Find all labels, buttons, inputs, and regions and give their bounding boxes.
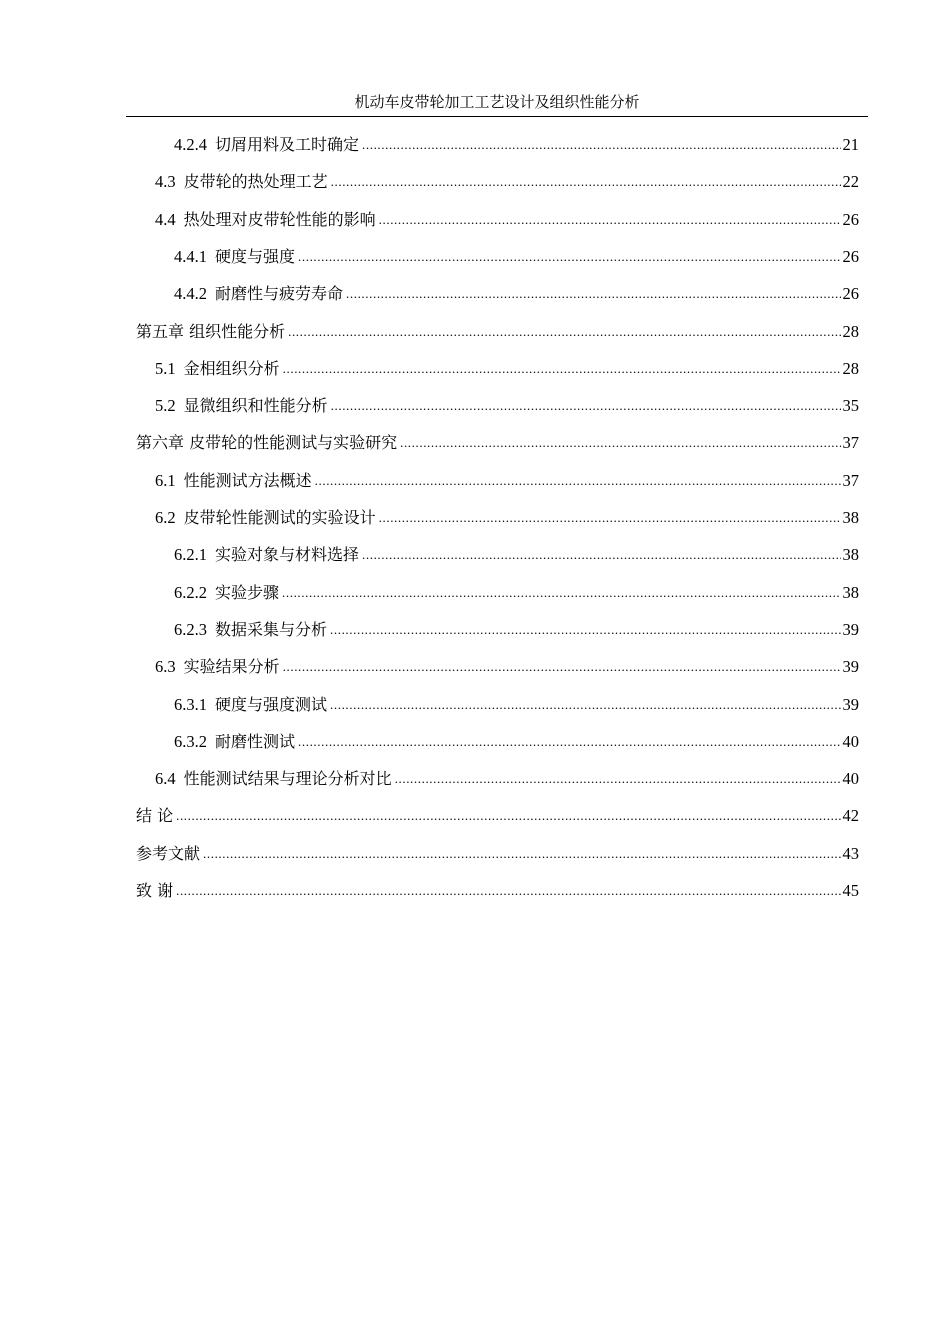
toc-entry-page-number: 26 xyxy=(842,246,859,266)
toc-entry[interactable] xyxy=(136,801,859,831)
toc-entry-page-number: 28 xyxy=(842,321,859,341)
toc-entry-page-number: 26 xyxy=(842,284,859,304)
toc-dot-leader xyxy=(176,801,840,831)
toc-entry-number: 4.4.1 xyxy=(174,246,207,266)
toc-dot-leader xyxy=(379,205,841,235)
toc-entry[interactable] xyxy=(174,279,859,309)
toc-entry-number: 6.2.2 xyxy=(174,582,207,602)
toc-dot-leader xyxy=(362,130,840,160)
toc-entry-number: 6.2 xyxy=(155,508,176,527)
toc-entry-title: 皮带轮的热处理工艺 xyxy=(183,172,328,192)
toc-dot-leader xyxy=(282,578,840,608)
toc-entry-page-number: 21 xyxy=(842,135,859,154)
toc-entry-number: 6.3 xyxy=(155,657,176,677)
toc-entry-title: 耐磨性测试 xyxy=(215,731,296,751)
toc-entry-title: 热处理对皮带轮性能的影响 xyxy=(183,209,376,229)
toc-dot-leader xyxy=(283,652,841,682)
toc-entry[interactable] xyxy=(155,652,859,682)
toc-entry[interactable] xyxy=(174,242,859,272)
toc-entry-number: 6.2.3 xyxy=(174,619,207,639)
toc-dot-leader xyxy=(346,279,840,309)
toc-entry-title: 实验步骤 xyxy=(215,582,280,602)
toc-entry[interactable] xyxy=(155,167,859,197)
toc-entry[interactable] xyxy=(155,354,859,384)
toc-entry-title: 金相组织分析 xyxy=(183,358,280,378)
toc-entry-page-number: 40 xyxy=(842,731,859,751)
toc-dot-leader xyxy=(330,615,840,645)
header-rule xyxy=(126,116,868,117)
toc-entry-number: 5.1 xyxy=(155,358,176,378)
toc-entry-page-number: 28 xyxy=(842,358,859,378)
toc-dot-leader xyxy=(331,391,841,421)
toc-entry-number: 5.2 xyxy=(155,396,176,416)
toc-entry-title: 第六章 皮带轮的性能测试与实验研究 xyxy=(136,433,398,453)
toc-entry-title: 耐磨性与疲劳寿命 xyxy=(215,284,344,304)
toc-entry-title: 皮带轮性能测试的实验设计 xyxy=(183,508,376,527)
toc-entry-number: 6.2.1 xyxy=(174,545,207,565)
toc-entry-title: 参考文献 xyxy=(136,843,201,863)
toc-dot-leader xyxy=(176,876,840,906)
toc-entry-page-number: 39 xyxy=(842,694,859,714)
toc-entry-title: 实验结果分析 xyxy=(183,657,280,677)
toc-dot-leader xyxy=(315,466,841,496)
toc-entry-page-number: 40 xyxy=(842,769,859,789)
toc-dot-leader xyxy=(331,167,841,197)
toc-entry-page-number: 45 xyxy=(842,881,859,900)
toc-entry-page-number: 37 xyxy=(842,433,859,453)
toc-dot-leader xyxy=(362,540,840,570)
toc-entry-page-number: 37 xyxy=(842,470,859,490)
toc-entry[interactable] xyxy=(136,876,859,906)
toc-entry[interactable] xyxy=(136,428,859,458)
toc-entry-page-number: 43 xyxy=(842,843,859,863)
toc-entry[interactable] xyxy=(174,727,859,757)
toc-entry-title: 性能测试结果与理论分析对比 xyxy=(183,769,392,789)
toc-entry-title: 数据采集与分析 xyxy=(215,619,328,639)
toc-dot-leader xyxy=(203,839,840,869)
toc-entry-title: 显微组织和性能分析 xyxy=(183,396,328,416)
toc-entry-title: 第五章 组织性能分析 xyxy=(136,321,286,341)
toc-entry-title: 硬度与强度测试 xyxy=(215,694,328,714)
toc-dot-leader xyxy=(379,503,841,533)
toc-entry[interactable] xyxy=(174,540,859,570)
toc-dot-leader xyxy=(283,354,841,384)
toc-dot-leader xyxy=(395,764,841,794)
toc-entry-number: 6.1 xyxy=(155,470,176,490)
toc-dot-leader xyxy=(330,690,840,720)
toc-dot-leader xyxy=(298,727,840,757)
toc-entry[interactable] xyxy=(155,205,859,235)
toc-entry-page-number: 26 xyxy=(842,209,859,229)
toc-entry[interactable] xyxy=(136,317,859,347)
toc-entry[interactable] xyxy=(155,764,859,794)
toc-entry-title: 实验对象与材料选择 xyxy=(215,545,360,565)
toc-entry-page-number: 39 xyxy=(842,619,859,639)
toc-entry-title: 致 谢 xyxy=(136,881,174,900)
toc-entry-number: 4.2.4 xyxy=(174,135,207,154)
toc-entry-number: 4.4.2 xyxy=(174,284,207,304)
toc-entry[interactable] xyxy=(155,503,859,533)
toc-entry[interactable] xyxy=(174,130,859,160)
toc-entry-number: 4.3 xyxy=(155,172,176,192)
toc-entry[interactable] xyxy=(155,466,859,496)
toc-entry-title: 结 论 xyxy=(136,806,174,826)
toc-entry-number: 6.3.1 xyxy=(174,694,207,714)
toc-entry-title: 性能测试方法概述 xyxy=(183,470,312,490)
toc-entry[interactable] xyxy=(174,690,859,720)
toc-entry[interactable] xyxy=(174,578,859,608)
toc-dot-leader xyxy=(400,428,840,458)
page-header-title: 机动车皮带轮加工工艺设计及组织性能分析 xyxy=(354,93,640,111)
toc-entry-page-number: 39 xyxy=(842,657,859,677)
toc-entry-page-number: 38 xyxy=(842,582,859,602)
toc-dot-leader xyxy=(288,317,840,347)
toc-entry-number: 6.4 xyxy=(155,769,176,789)
toc-entry-number: 6.3.2 xyxy=(174,731,207,751)
toc-entry-title: 硬度与强度 xyxy=(215,246,296,266)
toc-entry-page-number: 42 xyxy=(842,806,859,826)
toc-entry[interactable] xyxy=(136,839,859,869)
toc-entry-number: 4.4 xyxy=(155,209,176,229)
toc-dot-leader xyxy=(298,242,840,272)
toc-entry[interactable] xyxy=(155,391,859,421)
toc-entry-page-number: 38 xyxy=(842,545,859,565)
toc-entry-title: 切屑用料及工时确定 xyxy=(215,135,360,154)
toc-entry[interactable] xyxy=(174,615,859,645)
toc-entry-page-number: 22 xyxy=(842,172,859,192)
toc-entry-page-number: 38 xyxy=(842,508,859,527)
toc-entry-page-number: 35 xyxy=(842,396,859,416)
